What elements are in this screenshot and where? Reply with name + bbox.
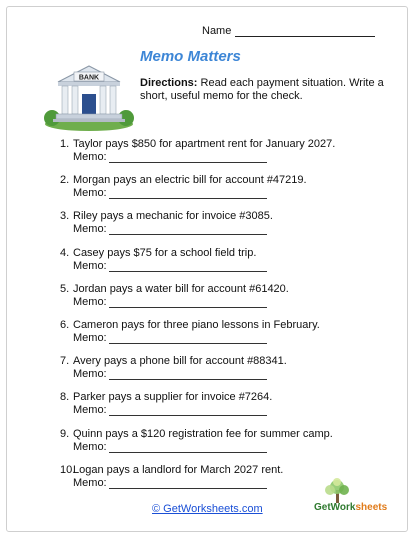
tree-icon	[314, 478, 394, 504]
item-text: Logan pays a landlord for March 2027 rent.	[73, 464, 284, 476]
memo-label: Memo:	[73, 441, 107, 453]
logo-wordmark	[314, 502, 387, 513]
list-item	[60, 283, 390, 308]
memo-label: Memo:	[73, 187, 107, 199]
footer-link[interactable]: © GetWorksheets.com	[152, 503, 263, 515]
list-item	[60, 210, 390, 235]
memo-label: Memo:	[73, 260, 107, 272]
memo-line[interactable]	[109, 443, 267, 453]
memo-label: Memo:	[73, 223, 107, 235]
list-item	[60, 355, 390, 380]
name-label: Name	[202, 25, 232, 37]
memo-label: Memo:	[73, 332, 107, 344]
name-field	[202, 25, 375, 37]
memo-label: Memo:	[73, 477, 107, 489]
list-item	[60, 138, 390, 163]
list-item	[60, 247, 390, 272]
logo-text-a: GetWork	[314, 502, 356, 513]
item-number: 8.	[60, 391, 70, 403]
item-number: 2.	[60, 174, 70, 186]
item-number: 1.	[60, 138, 70, 150]
directions-label: Directions:	[140, 77, 198, 89]
directions	[140, 77, 385, 103]
item-number: 7.	[60, 355, 70, 367]
memo-label: Memo:	[73, 151, 107, 163]
logo-text-b: sheets	[355, 502, 388, 513]
memo-label: Memo:	[73, 368, 107, 380]
bank-sign: BANK	[78, 74, 100, 82]
item-number: 6.	[60, 319, 70, 331]
item-text: Morgan pays an electric bill for account #47219.	[73, 174, 307, 186]
item-text: Taylor pays $850 for apartment rent for January 2027.	[73, 138, 336, 150]
memo-line[interactable]	[109, 225, 267, 235]
bank-illustration	[44, 60, 134, 132]
list-item	[60, 319, 390, 344]
memo-line[interactable]	[109, 262, 267, 272]
item-text: Casey pays $75 for a school field trip.	[73, 247, 257, 259]
memo-line[interactable]	[109, 189, 267, 199]
item-text: Quinn pays a $120 registration fee for summer camp.	[73, 428, 333, 440]
list-item	[60, 391, 390, 416]
item-number: 4.	[60, 247, 70, 259]
memo-line[interactable]	[109, 479, 267, 489]
memo-label: Memo:	[73, 296, 107, 308]
worksheet-title: Memo Matters	[140, 48, 241, 65]
memo-line[interactable]	[109, 406, 267, 416]
item-text: Parker pays a supplier for invoice #7264.	[73, 391, 273, 403]
item-text: Cameron pays for three piano lessons in February.	[73, 319, 320, 331]
item-number: 9.	[60, 428, 70, 440]
memo-label: Memo:	[73, 404, 107, 416]
list-item	[60, 428, 390, 453]
item-text: Jordan pays a water bill for account #61420.	[73, 283, 289, 295]
memo-line[interactable]	[109, 370, 267, 380]
memo-line[interactable]	[109, 334, 267, 344]
getworksheets-logo	[314, 478, 394, 522]
memo-line[interactable]	[109, 298, 267, 308]
item-number: 10.	[60, 464, 76, 476]
item-number: 5.	[60, 283, 70, 295]
memo-line[interactable]	[109, 153, 267, 163]
name-line[interactable]	[235, 26, 375, 37]
directions-text: Read each payment situation. Write a short, useful memo for the check.	[140, 77, 384, 102]
item-text: Avery pays a phone bill for account #88341.	[73, 355, 287, 367]
item-number: 3.	[60, 210, 70, 222]
item-text: Riley pays a mechanic for invoice #3085.	[73, 210, 273, 222]
list-item	[60, 174, 390, 199]
